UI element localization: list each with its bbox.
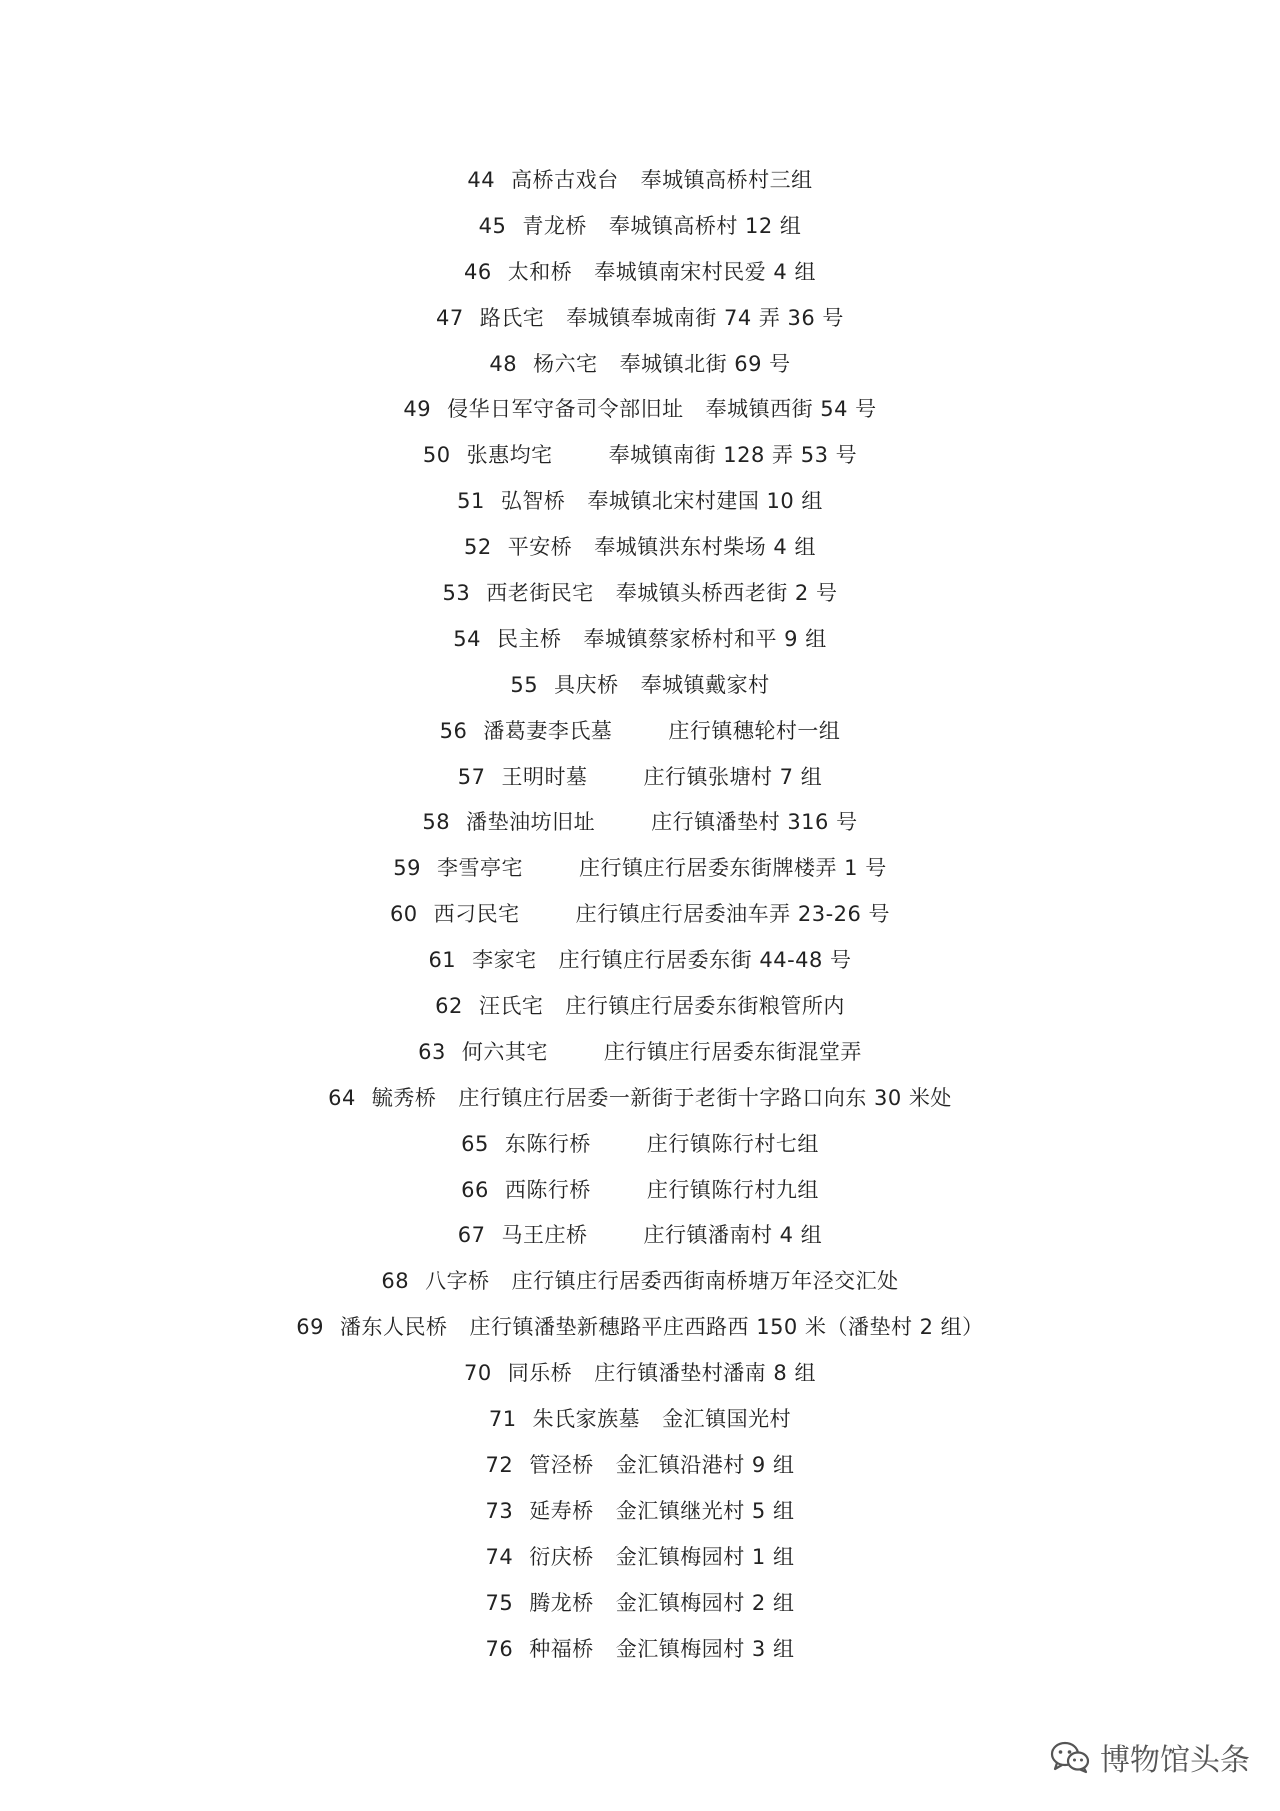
site-name: 西陈行桥	[504, 1177, 591, 1202]
entry-number: 58	[422, 810, 451, 835]
site-name: 西刁民宅	[433, 902, 520, 927]
watermark-text: 博物馆头条	[1100, 1743, 1250, 1778]
site-name: 路氏宅	[479, 305, 545, 330]
entry-number: 56	[439, 718, 468, 743]
list-item	[0, 1631, 1280, 1677]
site-name: 弘智桥	[500, 489, 566, 514]
list-item	[0, 1585, 1280, 1631]
site-location: 奉城镇奉城南街 74 弄 36 号	[566, 305, 844, 330]
entry-number: 74	[485, 1544, 514, 1569]
entry-number: 70	[464, 1361, 492, 1386]
entry-number: 51	[457, 489, 485, 514]
site-location: 奉城镇高桥村三组	[640, 168, 813, 192]
site-name: 马王庄桥	[501, 1223, 588, 1248]
entry-number: 59	[393, 856, 421, 881]
entry-number: 61	[428, 948, 457, 973]
site-name: 潘葛妻李氏墓	[483, 718, 613, 743]
list-item	[0, 208, 1280, 254]
site-name: 杨六宅	[533, 351, 598, 376]
site-name: 王明时墓	[501, 764, 588, 789]
site-location: 庄行镇潘垫村潘南 8 组	[594, 1361, 816, 1386]
site-location: 庄行镇张塘村 7 组	[643, 764, 823, 789]
entry-number: 65	[461, 1131, 489, 1156]
list-item	[0, 1217, 1280, 1263]
site-location: 庄行镇潘南村 4 组	[643, 1223, 823, 1248]
site-location: 金汇镇梅园村 1 组	[615, 1544, 795, 1569]
site-location: 奉城镇头桥西老街 2 号	[615, 581, 838, 606]
site-location: 庄行镇潘垫新穗路平庄西路西 150 米（潘垫村 2 组）	[469, 1315, 984, 1340]
site-location: 奉城镇南宋村民爱 4 组	[594, 259, 816, 284]
site-name: 民主桥	[497, 626, 562, 651]
list-item	[0, 391, 1280, 437]
list-item	[0, 1401, 1280, 1447]
site-location: 奉城镇高桥村 12 组	[608, 213, 802, 238]
site-location: 庄行镇庄行居委东街牌楼弄 1 号	[579, 856, 887, 881]
site-name: 八字桥	[425, 1269, 490, 1294]
list-item	[0, 575, 1280, 621]
list-item	[0, 529, 1280, 575]
site-location: 金汇镇沿港村 9 组	[615, 1452, 795, 1477]
list-item	[0, 162, 1280, 208]
list-item	[0, 621, 1280, 667]
list-item	[0, 1034, 1280, 1080]
site-name: 延寿桥	[529, 1498, 594, 1523]
watermark	[1050, 1735, 1250, 1779]
list-item	[0, 850, 1280, 896]
site-name: 青龙桥	[522, 213, 587, 238]
site-name: 潘垫油坊旧址	[466, 810, 596, 835]
list-item	[0, 300, 1280, 346]
site-name: 同乐桥	[507, 1361, 573, 1386]
site-location: 奉城镇戴家村	[640, 672, 770, 697]
site-location: 奉城镇南街 128 弄 53 号	[608, 443, 858, 468]
site-location: 金汇镇国光村	[662, 1407, 792, 1432]
site-name: 平安桥	[507, 535, 573, 560]
entry-number: 75	[485, 1590, 514, 1615]
entry-number: 49	[403, 397, 432, 422]
site-location: 金汇镇继光村 5 组	[615, 1498, 795, 1523]
list-item	[0, 1126, 1280, 1172]
heritage-site-list	[0, 162, 1280, 1676]
site-name: 李家宅	[472, 948, 537, 973]
site-location: 庄行镇庄行居委东街混堂弄	[603, 1039, 862, 1064]
site-location: 庄行镇庄行居委东街粮管所内	[565, 994, 845, 1019]
site-location: 庄行镇潘垫村 316 号	[651, 810, 858, 835]
list-item	[0, 1539, 1280, 1585]
site-location: 庄行镇庄行居委一新街于老街十字路口向东 30 米处	[458, 1085, 952, 1110]
site-name: 东陈行桥	[504, 1131, 591, 1156]
entry-number: 76	[485, 1636, 514, 1661]
list-item	[0, 942, 1280, 988]
entry-number: 67	[457, 1223, 486, 1248]
list-item	[0, 1493, 1280, 1539]
site-name: 管泾桥	[529, 1452, 594, 1477]
list-item	[0, 988, 1280, 1034]
site-name: 毓秀桥	[371, 1085, 437, 1110]
site-name: 朱氏家族墓	[532, 1407, 641, 1432]
entry-number: 52	[464, 535, 492, 560]
site-name: 汪氏宅	[478, 994, 544, 1019]
list-item	[0, 1172, 1280, 1218]
site-name: 具庆桥	[554, 672, 619, 697]
list-item	[0, 759, 1280, 805]
site-location: 金汇镇梅园村 2 组	[615, 1590, 795, 1615]
entry-number: 50	[422, 443, 451, 468]
site-name: 腾龙桥	[529, 1590, 594, 1615]
list-item	[0, 346, 1280, 392]
list-item	[0, 483, 1280, 529]
entry-number: 72	[485, 1452, 514, 1477]
site-name: 张惠均宅	[466, 443, 553, 468]
list-item	[0, 713, 1280, 759]
entry-number: 66	[461, 1177, 489, 1202]
entry-number: 64	[328, 1085, 356, 1110]
site-location: 庄行镇庄行居委东街 44-48 号	[558, 948, 852, 973]
entry-number: 71	[488, 1407, 517, 1432]
site-name: 何六其宅	[461, 1039, 548, 1064]
site-name: 潘东人民桥	[340, 1315, 448, 1340]
site-location: 奉城镇北街 69 号	[619, 351, 791, 376]
site-location: 庄行镇陈行村九组	[646, 1177, 819, 1202]
site-location: 奉城镇西街 54 号	[705, 397, 877, 422]
site-location: 庄行镇庄行居委油车弄 23-26 号	[575, 902, 891, 927]
entry-number: 63	[418, 1039, 446, 1064]
entry-number: 60	[389, 902, 418, 927]
list-item	[0, 667, 1280, 713]
site-name: 侵华日军守备司令部旧址	[447, 397, 684, 422]
list-item	[0, 437, 1280, 483]
entry-number: 45	[478, 213, 507, 238]
entry-number: 46	[464, 259, 492, 284]
site-name: 太和桥	[507, 259, 573, 284]
entry-number: 73	[485, 1498, 514, 1523]
site-location: 金汇镇梅园村 3 组	[615, 1636, 795, 1661]
entry-number: 48	[489, 351, 518, 376]
site-name: 衍庆桥	[529, 1544, 594, 1569]
site-name: 种福桥	[529, 1636, 594, 1661]
site-location: 庄行镇穗轮村一组	[668, 718, 841, 743]
site-location: 庄行镇庄行居委西街南桥塘万年泾交汇处	[511, 1269, 899, 1294]
entry-number: 44	[467, 168, 496, 192]
list-item	[0, 896, 1280, 942]
entry-number: 57	[457, 764, 486, 789]
list-item	[0, 254, 1280, 300]
site-name: 李雪亭宅	[437, 856, 523, 881]
list-item	[0, 1355, 1280, 1401]
list-item	[0, 804, 1280, 850]
site-location: 奉城镇蔡家桥村和平 9 组	[583, 626, 827, 651]
entry-number: 47	[436, 305, 464, 330]
list-item	[0, 1080, 1280, 1126]
list-item	[0, 1263, 1280, 1309]
entry-number: 53	[442, 581, 471, 606]
entry-number: 54	[453, 626, 481, 651]
site-name: 高桥古戏台	[511, 168, 619, 192]
site-location: 奉城镇洪东村柴场 4 组	[594, 535, 816, 560]
entry-number: 68	[381, 1269, 410, 1294]
site-name: 西老街民宅	[486, 581, 594, 606]
entry-number: 55	[510, 672, 539, 697]
entry-number: 69	[296, 1315, 325, 1340]
list-item	[0, 1447, 1280, 1493]
wechat-icon	[1050, 1740, 1090, 1774]
site-location: 庄行镇陈行村七组	[646, 1131, 819, 1156]
list-item	[0, 1309, 1280, 1355]
entry-number: 62	[435, 994, 463, 1019]
site-location: 奉城镇北宋村建国 10 组	[587, 489, 823, 514]
